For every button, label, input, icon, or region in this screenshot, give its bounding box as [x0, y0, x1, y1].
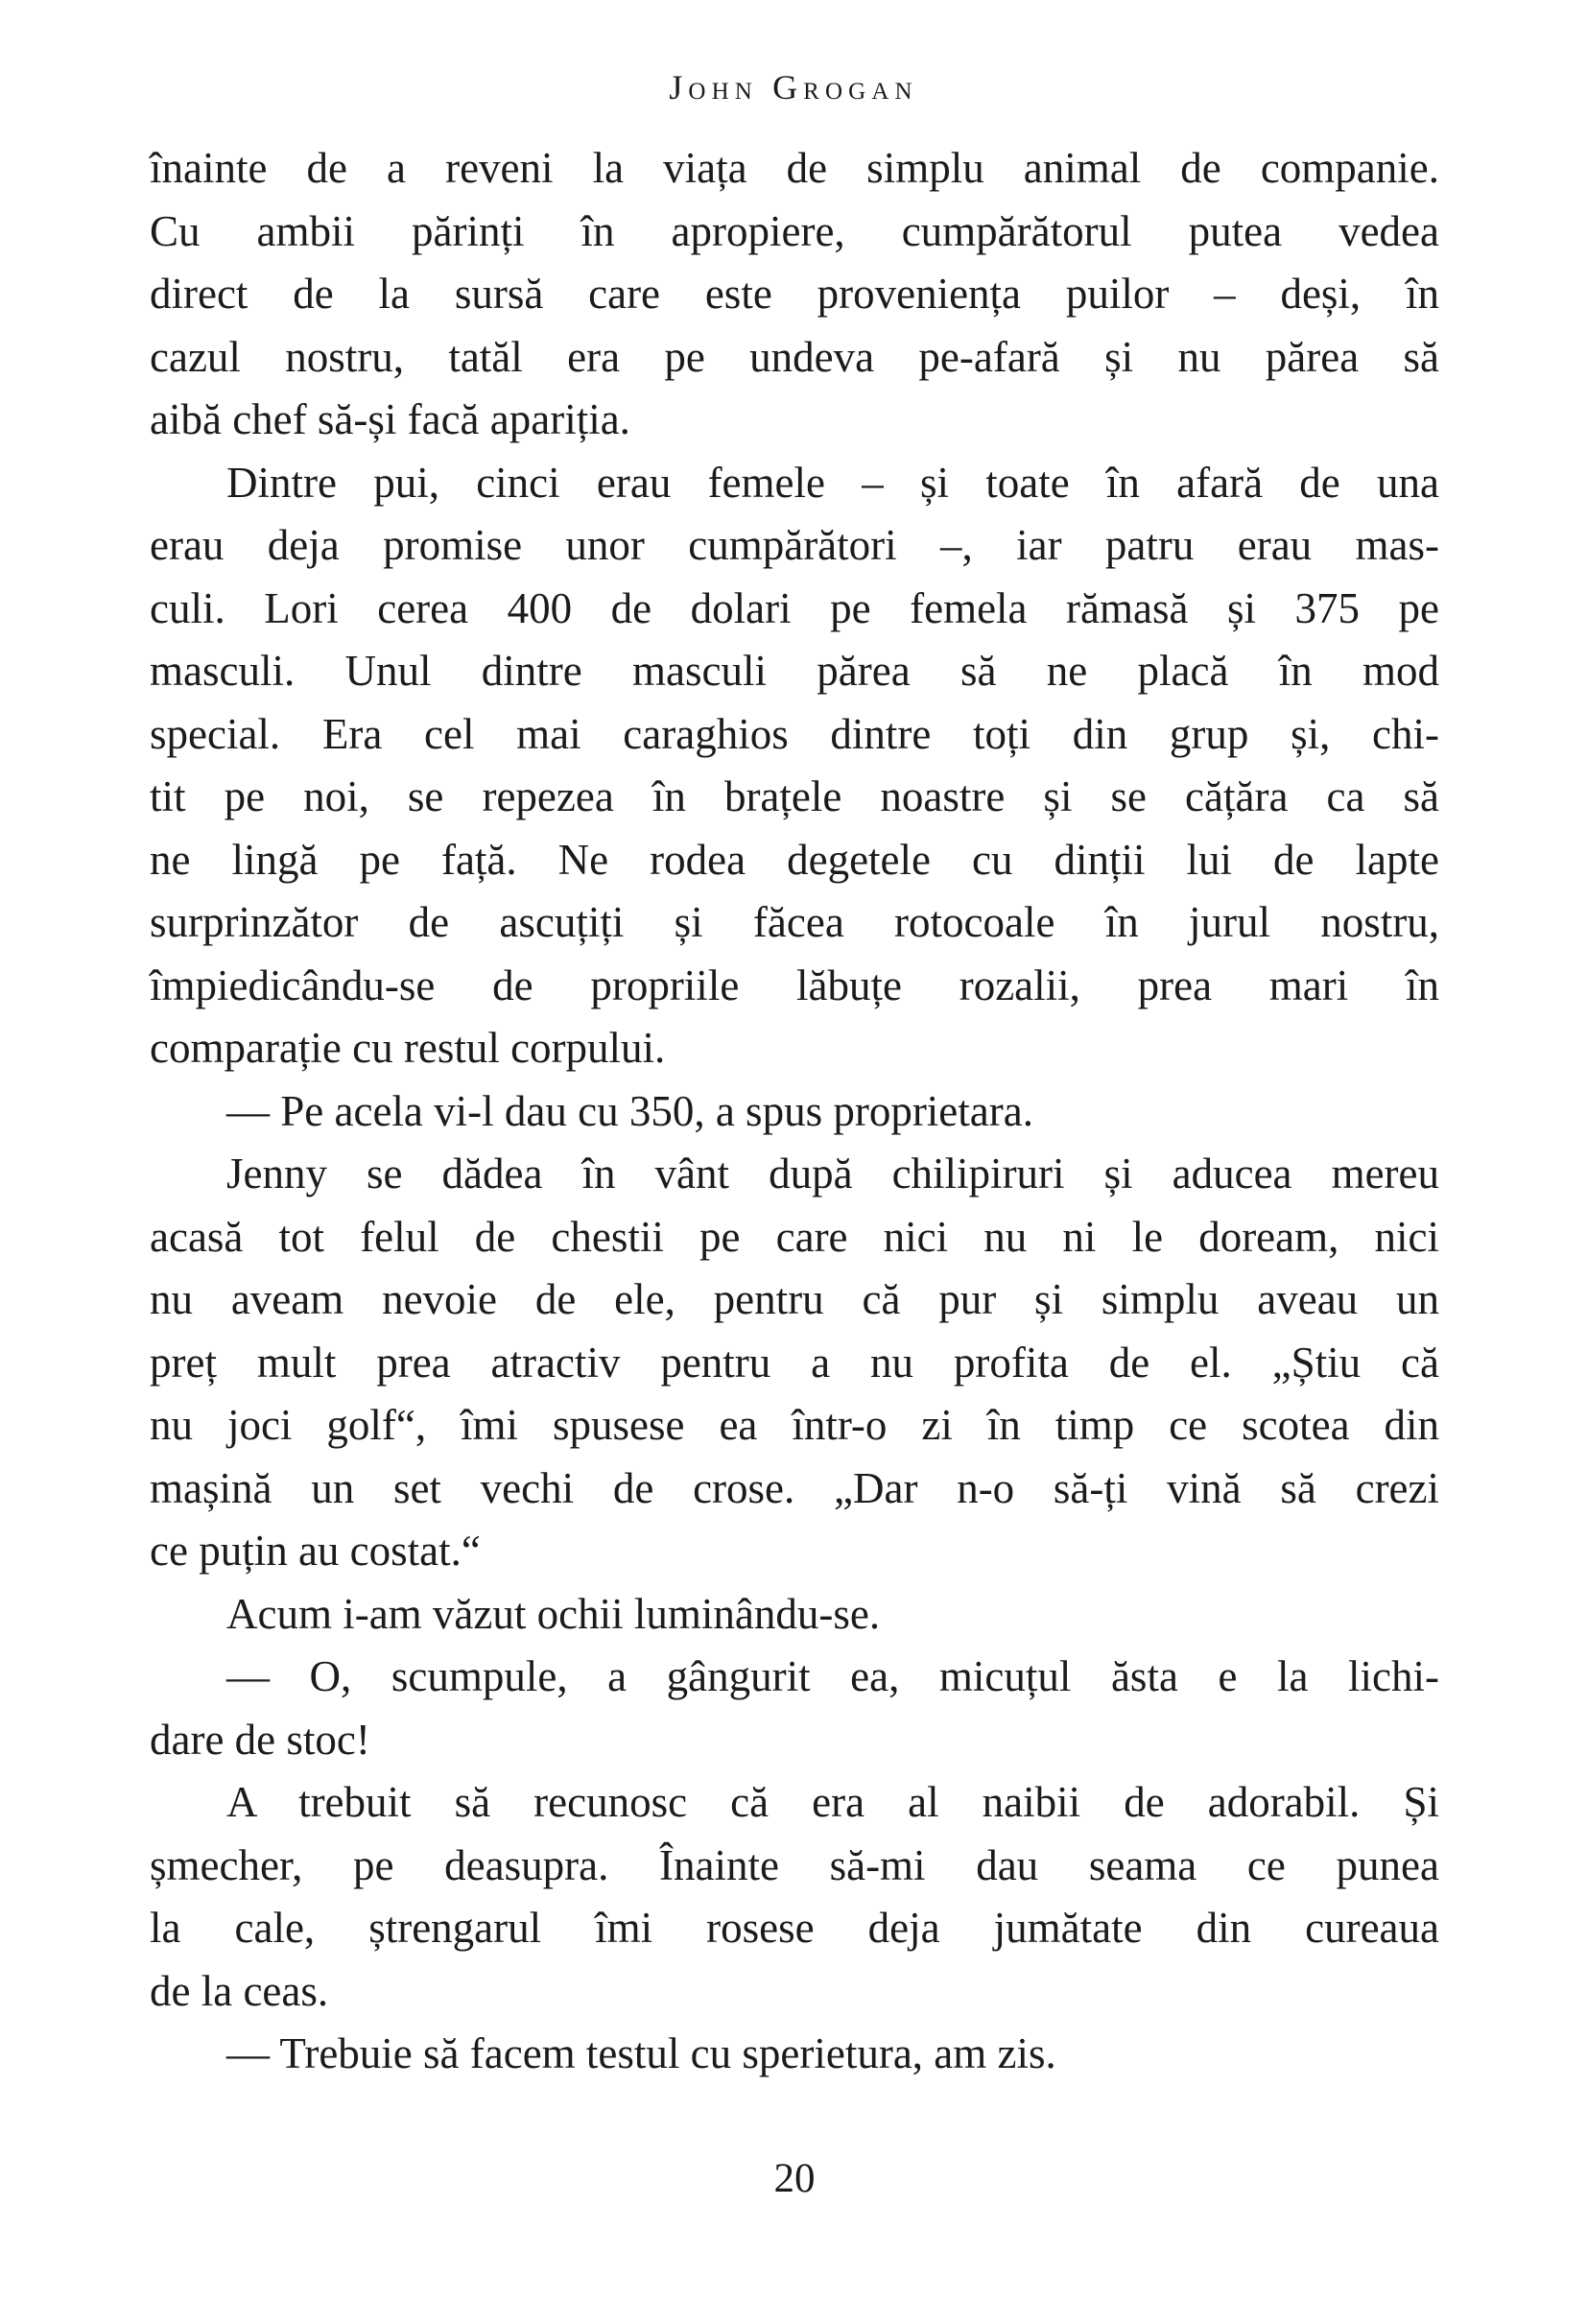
paragraph — [150, 1143, 1439, 1583]
text-line: surprinzător de ascuțiți și făcea rotocoale în jurul nostru, — [150, 898, 1439, 946]
text-line: Acum i-am văzut ochii luminându-se. — [226, 1589, 881, 1638]
text-line: tit pe noi, se repezea în brațele noastre și se cățăra ca să — [150, 772, 1439, 820]
text-line: Cu ambii părinți în apropiere, cumpărătorul putea vedea — [150, 206, 1439, 255]
text-line: direct de la sursă care este proveniența puilor – deși, în — [150, 270, 1439, 318]
text-line: comparație cu restul corpului. — [150, 1024, 666, 1072]
text-line: ce puțin au costat.“ — [150, 1527, 481, 1575]
text-line: — Trebuie să facem testul cu sperietura, am zis. — [226, 2029, 1056, 2077]
text-line: cazul nostru, tatăl era pe undeva pe-afară și nu părea să — [150, 332, 1439, 381]
text-line: special. Era cel mai caraghios dintre toți din grup și, chi- — [150, 709, 1439, 758]
text-line: masculi. Unul dintre masculi părea să ne placă în mod — [150, 647, 1439, 695]
text-line: mașină un set vechi de crose. „Dar n-o să-ți vină să crezi — [150, 1463, 1439, 1512]
text-line: nu joci golf“, îmi spusese ea într-o zi în timp ce scotea din — [150, 1401, 1439, 1449]
text-line: la cale, ștrengarul îmi rosese deja jumătate din cureaua — [150, 1904, 1439, 1952]
text-line: nu aveam nevoie de ele, pentru că pur și simplu aveau un — [150, 1275, 1439, 1323]
text-line: acasă tot felul de chestii pe care nici nu ni le doream, nici — [150, 1212, 1439, 1261]
text-line: dare de stoc! — [150, 1715, 370, 1764]
paragraph — [150, 137, 1439, 452]
text-line: — Pe acela vi-l dau cu 350, a spus proprietara. — [226, 1086, 1033, 1135]
running-header-author: John Grogan — [669, 68, 918, 107]
paragraph — [150, 452, 1439, 1080]
paragraph — [150, 1771, 1439, 2023]
page-number: 20 — [773, 2156, 816, 2201]
text-line: șmecher, pe deasupra. Înainte să-mi dau seama ce punea — [150, 1840, 1439, 1889]
text-line: ne lingă pe față. Ne rodea degetele cu dinții lui de lapte — [150, 835, 1439, 884]
text-line: — O, scumpule, a gângurit ea, micuțul ăsta e la lichi- — [226, 1652, 1439, 1700]
paragraph — [150, 1646, 1439, 1771]
text-line: Jenny se dădea în vânt după chilipiruri și aducea mereu — [226, 1150, 1439, 1198]
text-line: împiedicându-se de propriile lăbuțe rozalii, prea mari în — [150, 960, 1439, 1009]
paragraph — [150, 1583, 1439, 1647]
text-line: A trebuit să recunosc că era al naibii de adorabil. Și — [226, 1778, 1439, 1826]
text-line: preț mult prea atractiv pentru a nu profita de el. „Știu că — [150, 1338, 1439, 1387]
text-line: culi. Lori cerea 400 de dolari pe femela rămasă și 375 pe — [150, 583, 1439, 632]
text-body — [150, 137, 1439, 2086]
text-line: de la ceas. — [150, 1966, 329, 2015]
text-line: aibă chef să-și facă apariția. — [150, 395, 630, 443]
paragraph — [150, 2023, 1439, 2086]
paragraph — [150, 1080, 1439, 1144]
text-line: Dintre pui, cinci erau femele – și toate în afară de una — [226, 458, 1439, 507]
text-line: erau deja promise unor cumpărători –, iar patru erau mas- — [150, 521, 1439, 569]
text-line: înainte de a reveni la viața de simplu animal de companie. — [150, 144, 1439, 192]
